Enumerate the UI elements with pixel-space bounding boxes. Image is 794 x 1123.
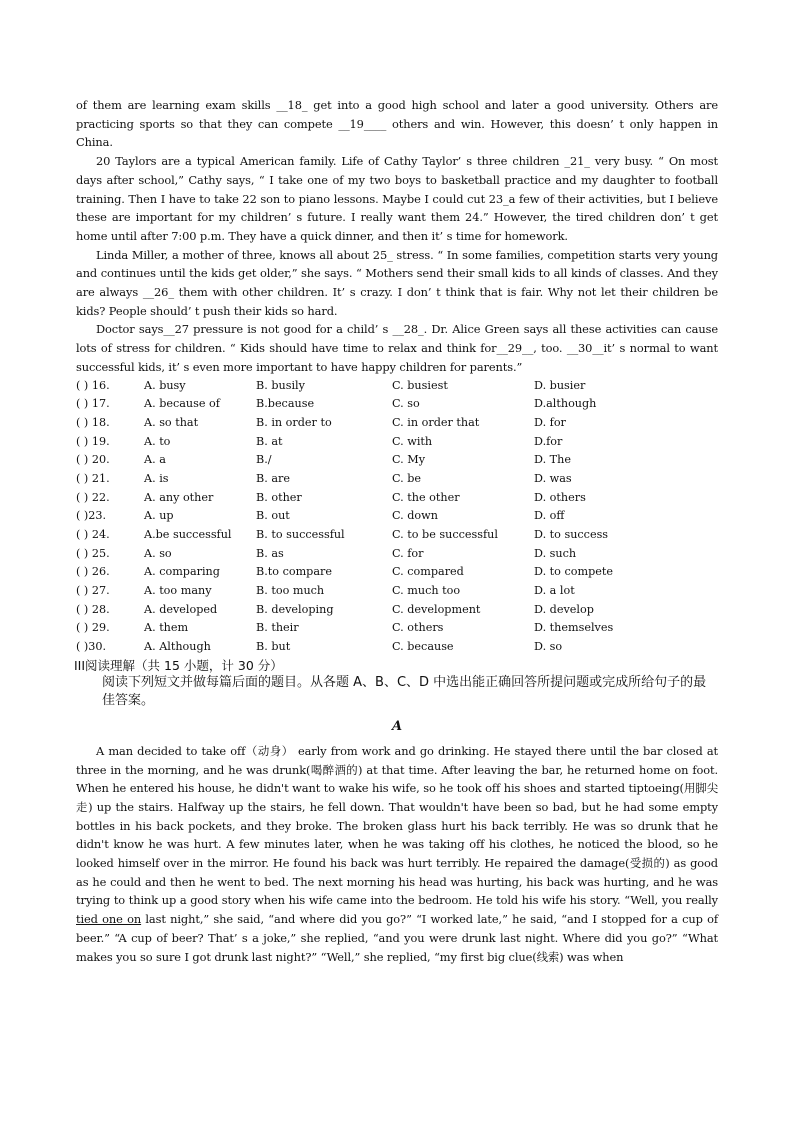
passage-label: A (391, 718, 403, 734)
option-d: D. busier (534, 378, 586, 392)
option-b: B. their (256, 621, 299, 635)
option-c: C. because (392, 640, 454, 654)
option-a: A. to (144, 434, 171, 448)
option-b: B. in order to (256, 415, 332, 429)
question-row (76, 489, 718, 508)
question-row (76, 395, 718, 414)
option-a: A. Although (144, 640, 211, 654)
option-b: B. at (256, 434, 283, 448)
option-d: D. such (534, 546, 577, 560)
option-a: A. is (144, 471, 169, 485)
option-b: B.because (256, 397, 315, 411)
section-instruction: 阅读下列短文并做每篇后面的题目。从各题 A、B、C、D 中选出能正确回答所提问题或完成所给句子的最佳答案。 (102, 674, 707, 708)
option-d: D.for (534, 434, 563, 448)
option-c: C. development (392, 602, 481, 616)
cloze-paragraph-1: of them are learning exam skills __18_ get into a good high school and later a good university. Others are practicing sports so that they can compete __19____ others and win. However, this doesn’ t only happen in China. (76, 98, 718, 150)
option-c: C. busiest (392, 378, 448, 392)
option-c: C. so (392, 397, 420, 411)
option-b: B. to successful (256, 528, 345, 542)
passage-text-before: A man decided to take off（动身） early from work and go drinking. He stayed there until the bar closed at three in the morning, and he was drunk(喝醉酒的) at that time. After leaving the bar, he returned home on foot. When he entered his house, he didn't want to wake his wife, so he took off his shoes and started tiptoeing(用脚尖走) up the stairs. Halfway up the stairs, he fell down. That wouldn't have been so bad, but he had some empty bottles in his back pockets, and they broke. The broken glass hurt his back terribly. He was so drunk that he didn't know he was hurt. A few minutes later, when he was taking off his clothes, he noticed the blood, so he looked himself over in the mirror. He found his back was hurt terribly. He repaired the damage(受损的) as good as he could and then he went to bed. The next morning his head was hurting, his back was hurting, and he was trying to think up a good story when his wife came into the bedroom. He told his wife his story. “Well, you really (76, 743, 718, 908)
question-row (76, 377, 718, 396)
option-c: C. in order that (392, 415, 480, 429)
section-title: III阅读理解（共 15 小题，计 30 分） (74, 657, 283, 673)
option-b: B. as (256, 546, 284, 560)
question-row (76, 414, 718, 433)
option-b: B. other (256, 490, 302, 504)
question-number: ( ) 19. (76, 434, 110, 448)
question-number: ( ) 26. (76, 565, 110, 579)
question-number: ( ) 24. (76, 528, 110, 542)
question-list (76, 377, 718, 657)
question-number: ( ) 27. (76, 584, 110, 598)
question-row (76, 638, 718, 657)
underlined-phrase: tied one on (76, 912, 142, 927)
question-row (76, 470, 718, 489)
option-c: C. much too (392, 584, 461, 598)
question-number: ( ) 25. (76, 546, 110, 560)
option-b: B. are (256, 471, 290, 485)
question-number: ( ) 22. (76, 490, 110, 504)
option-a: A. them (144, 621, 189, 635)
option-c: C. to be successful (392, 528, 498, 542)
option-d: D. so (534, 640, 563, 654)
question-row (76, 563, 718, 582)
option-c: C. down (392, 509, 438, 523)
option-a: A. a (144, 453, 166, 467)
question-number: ( )30. (76, 640, 107, 654)
option-c: C. the other (392, 490, 460, 504)
passage-text-after: last night,” she said, “and where did you go?” “I worked late,” he said, “and I stopped for a cup of beer.” “A cup of beer? That’ s a joke,” she replied, “and you were drunk last night. Where did you go?” “What makes you so sure I got drunk last night?” “Well,” she replied, “my first big clue(线索) was when (76, 912, 719, 964)
option-d: D. The (534, 453, 571, 467)
option-c: C. with (392, 434, 433, 448)
question-number: ( ) 20. (76, 453, 110, 467)
option-c: C. others (392, 621, 444, 635)
option-a: A. up (144, 509, 174, 523)
option-c: C. for (392, 546, 424, 560)
option-d: D. a lot (534, 584, 575, 598)
cloze-paragraph-4: Doctor says__27 pressure is not good for a child’ s __28_. Dr. Alice Green says all these activities can cause lots of stress for children. “ Kids should have time to relax and think for__29__, too. __30__it’ s normal to want successful kids, it’ s even more important to have happy children for parents.” (76, 322, 718, 374)
option-d: D. others (534, 490, 586, 504)
option-a: A. so that (144, 415, 199, 429)
option-b: B. busily (256, 378, 305, 392)
option-b: B. too much (256, 584, 325, 598)
question-row (76, 507, 718, 526)
option-d: D. to compete (534, 565, 613, 579)
option-b: B. but (256, 640, 291, 654)
option-d: D. to success (534, 528, 609, 542)
question-row (76, 433, 718, 452)
question-number: ( )23. (76, 509, 107, 523)
question-number: ( ) 21. (76, 471, 110, 485)
question-row (76, 619, 718, 638)
question-number: ( ) 18. (76, 415, 110, 429)
option-d: D. themselves (534, 621, 614, 635)
option-d: D. was (534, 471, 572, 485)
question-number: ( ) 29. (76, 621, 110, 635)
option-d: D. develop (534, 602, 594, 616)
option-d: D.although (534, 397, 597, 411)
option-b: B.to compare (256, 565, 332, 579)
option-a: A. any other (144, 490, 214, 504)
option-a: A. comparing (144, 565, 220, 579)
question-number: ( ) 17. (76, 397, 110, 411)
question-row (76, 451, 718, 470)
option-d: D. off (534, 509, 565, 523)
reading-passage-a (76, 742, 718, 966)
option-a: A. so (144, 546, 172, 560)
option-a: A. developed (144, 602, 218, 616)
question-row (76, 582, 718, 601)
question-number: ( ) 28. (76, 602, 110, 616)
question-number: ( ) 16. (76, 378, 110, 392)
option-b: B. out (256, 509, 290, 523)
option-b: B. developing (256, 602, 334, 616)
option-a: A. too many (144, 584, 212, 598)
exam-page (76, 96, 718, 966)
cloze-paragraph-2: 20 Taylors are a typical American family. Life of Cathy Taylor’ s three children _21_ very busy. “ On most days after school,” Cathy says, “ I take one of my two boys to basketball practice and my daughter to football training. Then I have to take 22 son to piano lessons. Maybe I could cut 23_a few of their activities, but I believe these are important for my children’ s future. I really want them 24.” However, the tired children don’ t get home until after 7:00 p.m. They have a quick dinner, and then it’ s time for homework. (76, 154, 718, 243)
option-a: A. because of (144, 397, 220, 411)
option-a: A. busy (144, 378, 186, 392)
option-a: A.be successful (144, 528, 232, 542)
question-row (76, 526, 718, 545)
option-b: B./ (256, 453, 272, 467)
option-c: C. My (392, 453, 426, 467)
cloze-paragraph-3: Linda Miller, a mother of three, knows all about 25_ stress. “ In some families, competition starts very young and continues until the kids get older,” she says. “ Mothers send their small kids to all kinds of classes. And they are always __26_ them with other children. It’ s crazy. I don’ t think that is fair. Why not let their children be kids? People should’ t push their kids so hard. (76, 247, 718, 318)
question-row (76, 545, 718, 564)
option-c: C. compared (392, 565, 464, 579)
question-row (76, 601, 718, 620)
option-c: C. be (392, 471, 422, 485)
option-d: D. for (534, 415, 566, 429)
